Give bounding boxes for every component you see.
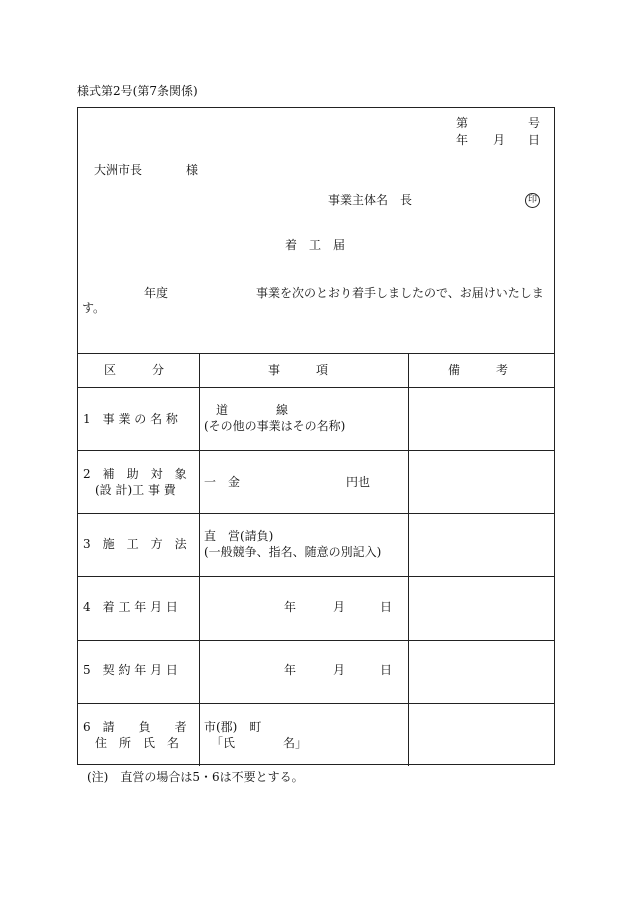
body-text-line1: 事業を次のとおり着手しましたので、お届けいたしま [256, 286, 544, 300]
date-year: 年 [456, 133, 469, 147]
document-title: 着 工 届 [285, 238, 346, 252]
table-header-border [78, 387, 554, 388]
fiscal-year-label: 年度 [144, 286, 169, 300]
row-value: 市(郡) 町 [204, 720, 262, 734]
row-divider [78, 640, 554, 641]
date-month: 月 [493, 133, 506, 147]
row-label: 1 事 業 の 名 称 [83, 412, 178, 426]
row-value: 直 営(請負) [204, 529, 274, 543]
row-label: 住 所 氏 名 [83, 736, 180, 750]
row-value: 道 線 [204, 403, 289, 417]
column-divider [408, 353, 409, 766]
column-divider [199, 353, 200, 766]
number-prefix: 第 [456, 116, 469, 130]
row-value: 「氏 名」 [211, 736, 308, 750]
number-suffix: 号 [528, 116, 541, 130]
table-top-border [78, 353, 554, 354]
row-label: 3 施 工 方 法 [83, 537, 187, 551]
header-remarks: 備 考 [448, 363, 509, 377]
header-item: 事 項 [268, 363, 329, 377]
row-divider [78, 450, 554, 451]
row-value: 一 金 [204, 475, 241, 489]
date-day: 日 [528, 133, 541, 147]
row-divider [78, 703, 554, 704]
row-month: 月 [333, 600, 346, 614]
row-divider [78, 513, 554, 514]
seal-mark: 印 [525, 193, 540, 208]
header-category: 区 分 [104, 363, 165, 377]
applicant-name: 事業主体名 長 [328, 193, 413, 207]
row-label: 4 着 工 年 月 日 [83, 600, 178, 614]
row-label: (設 計)工 事 費 [83, 483, 176, 497]
row-day: 日 [380, 663, 393, 677]
addressee: 大洲市長 [94, 163, 143, 177]
row-value: (一般競争、指名、随意の別記入) [204, 545, 382, 559]
row-label: 6 請 負 者 [83, 720, 187, 734]
row-day: 日 [380, 600, 393, 614]
footnote: (注) 直営の場合は5・6は不要とする。 [87, 770, 304, 784]
row-value: (その他の事業はその名称) [204, 419, 346, 433]
addressee-honorific: 様 [186, 163, 199, 177]
body-text-line2: す。 [82, 301, 106, 315]
row-label: 2 補 助 対 象 [83, 467, 187, 481]
form-frame [77, 107, 555, 765]
row-year: 年 [284, 600, 297, 614]
row-divider [78, 576, 554, 577]
row-year: 年 [284, 663, 297, 677]
form-label: 様式第2号(第7条関係) [77, 84, 198, 98]
row-label: 5 契 約 年 月 日 [83, 663, 178, 677]
row-month: 月 [333, 663, 346, 677]
row-value: 円也 [346, 475, 371, 489]
